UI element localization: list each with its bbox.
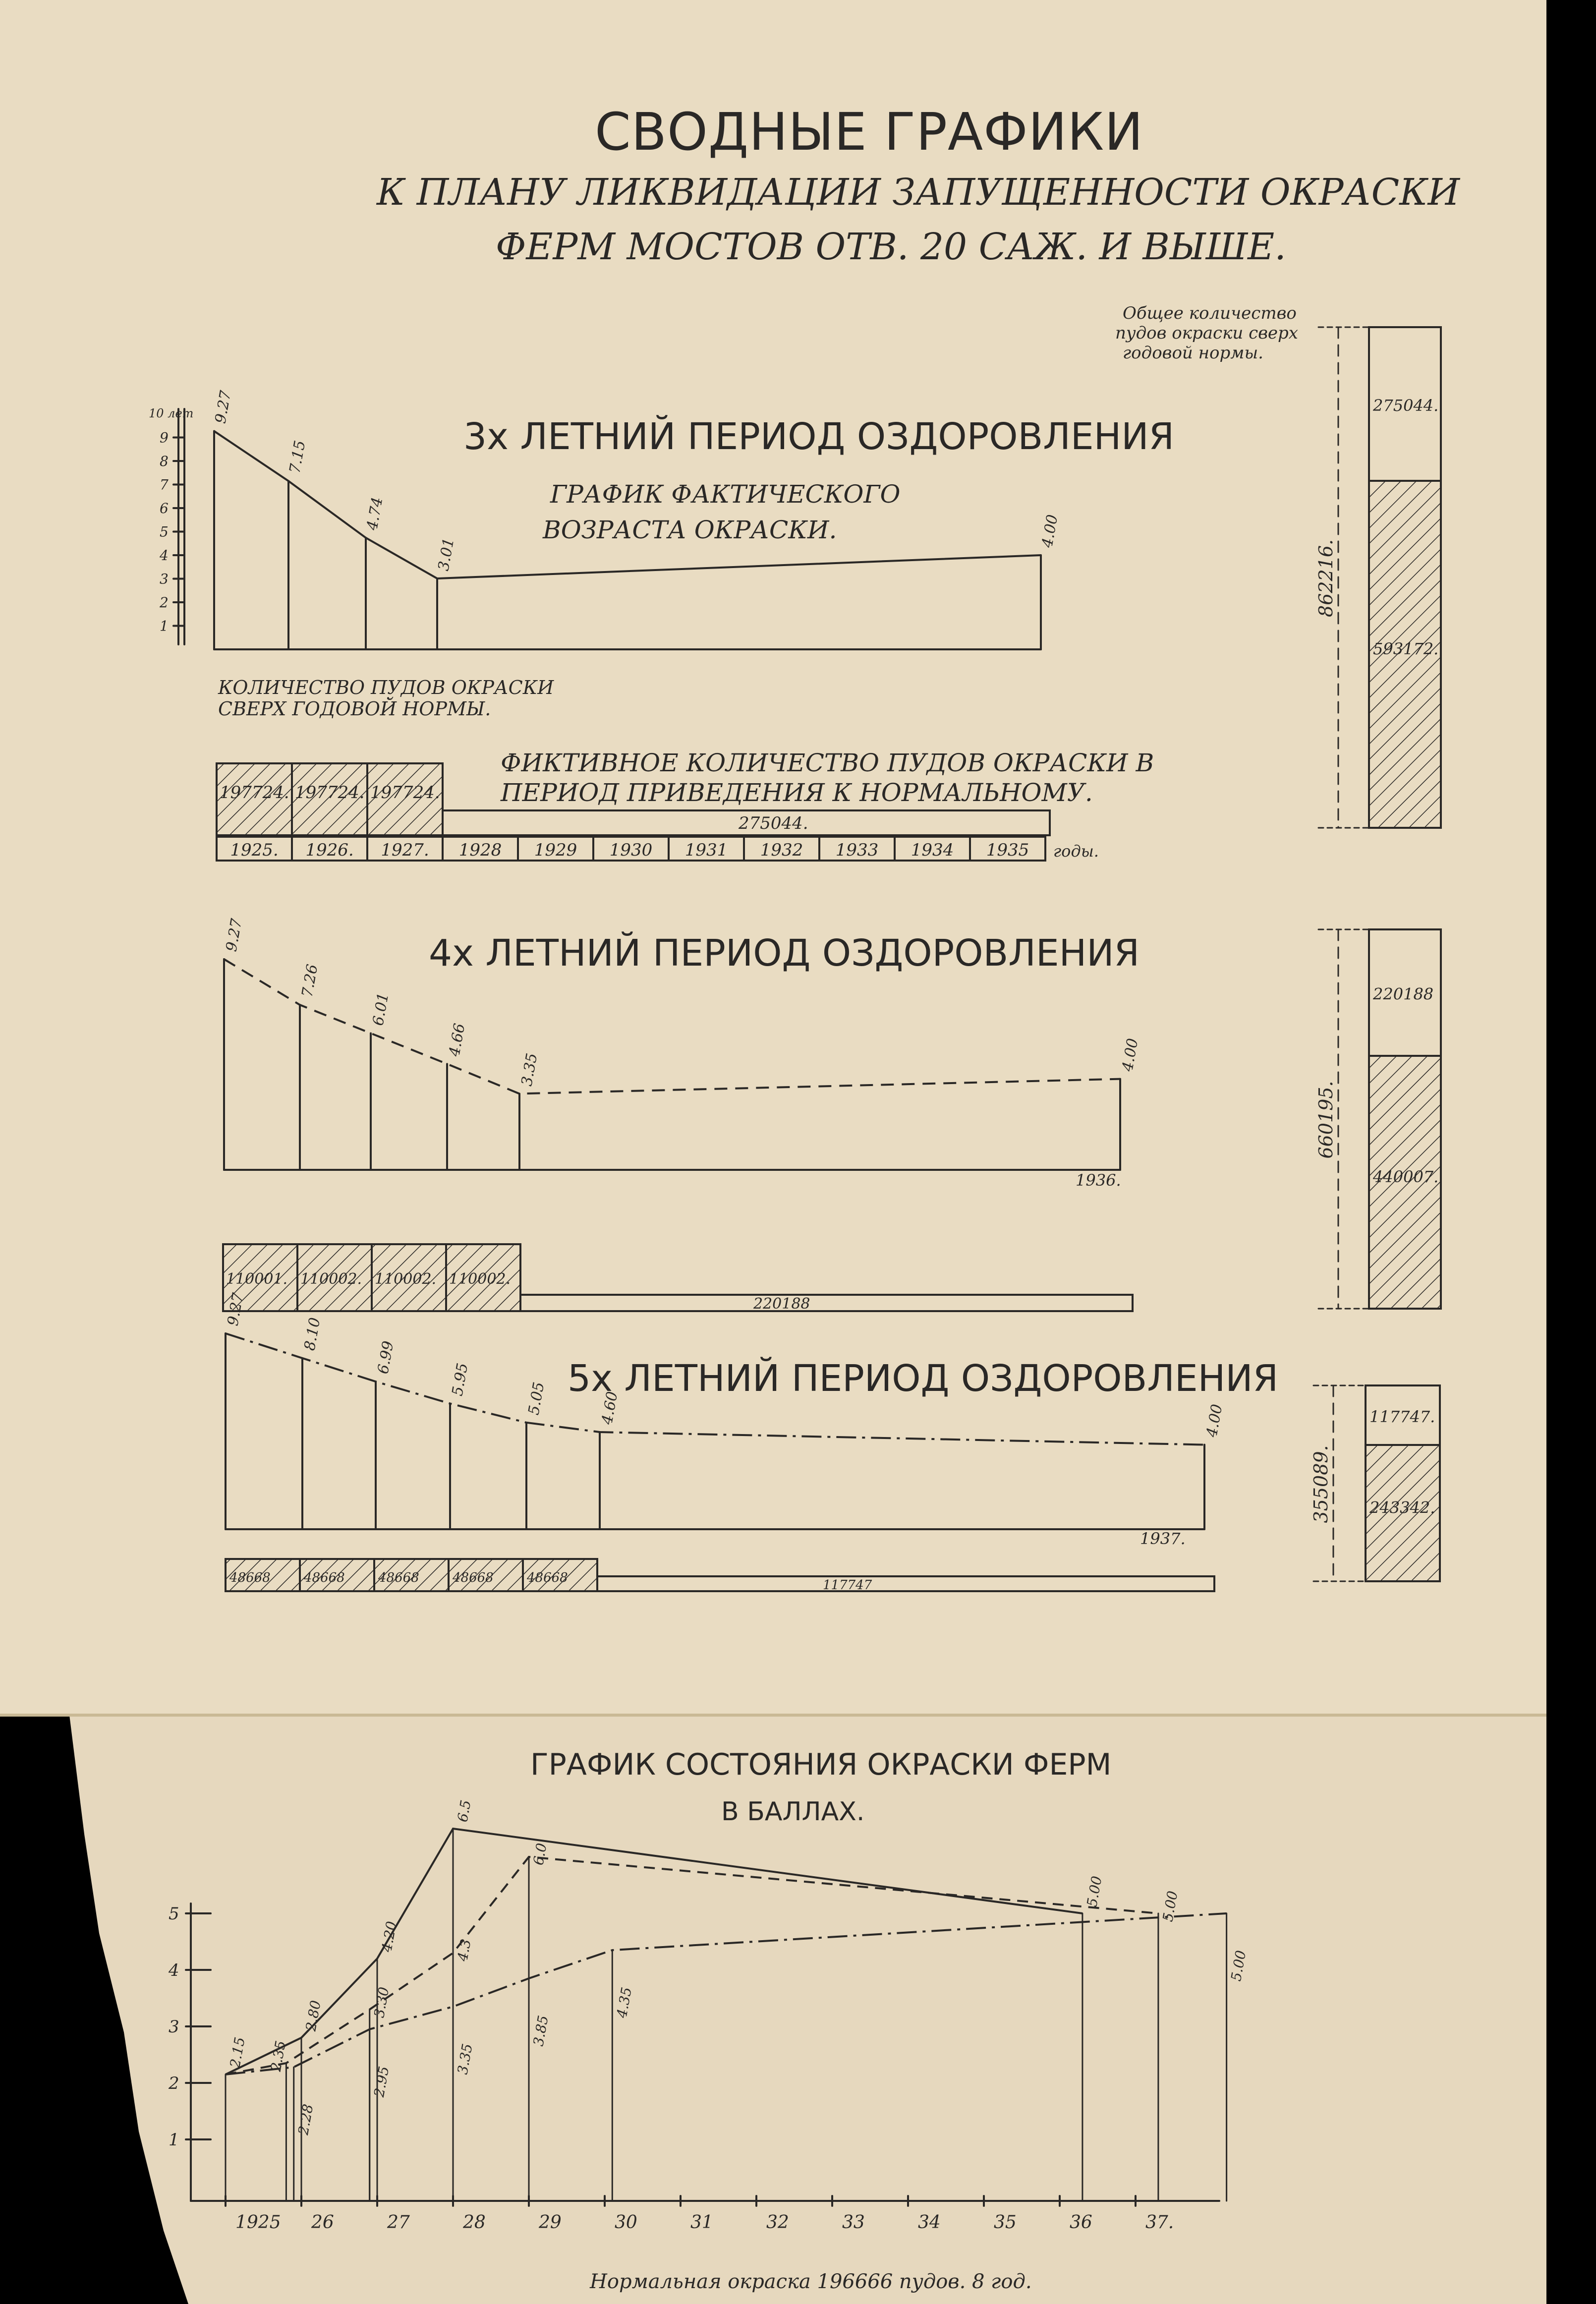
state-value-label: 4.20 — [378, 1920, 400, 1954]
excess-bar-label: 197724. — [295, 783, 365, 803]
years-word: годы. — [1053, 842, 1099, 861]
value-label: 8.10 — [301, 1316, 324, 1352]
x-tick-label: 33 — [842, 2212, 865, 2233]
year-label: 1932 — [760, 840, 803, 860]
fictive-label: 117747 — [823, 1578, 872, 1593]
side-note-2: пудов окраски сверх — [1115, 323, 1298, 343]
year-label: 1931 — [684, 840, 728, 860]
stack-label: 243342. — [1369, 1498, 1435, 1517]
state-value-label: 6.5 — [454, 1798, 474, 1824]
stack-label: 117747. — [1369, 1407, 1435, 1426]
end-year-label: 1937. — [1140, 1529, 1186, 1548]
fict-caption-1: ФИКТИВНОЕ КОЛИЧЕСТВО ПУДОВ ОКРАСКИ В — [501, 749, 1154, 777]
age-caption-1: ГРАФИК ФАКТИЧЕСКОГО — [550, 480, 901, 509]
age-value-label: 4.00 — [1038, 513, 1062, 549]
excess-bar-label: 110002. — [300, 1270, 362, 1288]
value-label: 3.35 — [518, 1051, 541, 1088]
state-footer: Нормальная окраска 196666 пудов. 8 год. — [590, 2270, 1032, 2293]
excess-caption-2: СВЕРХ ГОДОВОЙ НОРМЫ. — [218, 698, 491, 720]
state-value-label: 5.00 — [1159, 1890, 1181, 1923]
excess-bar-label: 48668 — [453, 1570, 494, 1585]
page-subtitle-2: ФЕРМ МОСТОВ ОТВ. 20 САЖ. И ВЫШЕ. — [496, 226, 1286, 268]
page-subtitle-1: К ПЛАНУ ЛИКВИДАЦИИ ЗАПУЩЕННОСТИ ОКРАСКИ — [377, 171, 1460, 214]
year-label: 1935 — [986, 840, 1029, 860]
y-tick-label: 9 — [160, 429, 169, 446]
y-tick-label: 4 — [169, 1960, 179, 1980]
x-tick-label: 30 — [615, 2212, 637, 2233]
year-label: 1926. — [305, 840, 354, 860]
x-tick-label: 34 — [918, 2212, 941, 2233]
excess-bar-label: 197724. — [370, 783, 440, 803]
y-tick-label: 6 — [160, 500, 169, 517]
y-tick-label: 3 — [160, 571, 169, 587]
x-tick-label: 29 — [539, 2212, 562, 2233]
y-axis-unit: 10 лет — [149, 406, 194, 420]
year-label: 1930 — [609, 840, 653, 860]
x-tick-label: 36 — [1070, 2212, 1092, 2233]
excess-caption-1: КОЛИЧЕСТВО ПУДОВ ОКРАСКИ — [218, 677, 554, 698]
value-label: 4.00 — [1203, 1403, 1226, 1439]
year-label: 1928 — [458, 840, 502, 860]
x-tick-label: 26 — [311, 2212, 334, 2233]
value-label: 9.27 — [224, 1291, 247, 1327]
value-label: 4.00 — [1119, 1037, 1142, 1073]
y-tick-label: 7 — [160, 476, 169, 493]
year-label: 1925. — [230, 840, 279, 860]
value-label: 4.66 — [446, 1022, 469, 1058]
age-value-label: 3.01 — [435, 536, 458, 573]
y-tick-label: 5 — [160, 523, 169, 540]
y-tick-label: 2 — [169, 2074, 179, 2093]
state-value-label: 6.0 — [530, 1842, 550, 1867]
state-value-label: 2.15 — [227, 2035, 248, 2070]
page-title: СВОДНЫЕ ГРАФИКИ — [595, 102, 1144, 162]
fictive-label: 275044. — [739, 813, 808, 833]
excess-bar-label: 48668 — [527, 1570, 568, 1585]
y-tick-label: 3 — [169, 2017, 179, 2037]
x-tick-label: 32 — [766, 2212, 789, 2233]
x-tick-label: 28 — [463, 2212, 486, 2233]
end-year-label: 1936. — [1076, 1171, 1121, 1190]
stack-label: 440007. — [1373, 1167, 1439, 1186]
state-value-label: 2.80 — [302, 1999, 324, 2033]
y-tick-label: 8 — [160, 453, 169, 469]
y-tick-label: 5 — [169, 1904, 179, 1924]
excess-bar-label: 110002. — [449, 1270, 511, 1288]
fict-caption-2: ПЕРИОД ПРИВЕДЕНИЯ К НОРМАЛЬНОМУ. — [501, 778, 1093, 807]
state-value-label: 3.30 — [371, 1985, 393, 2019]
total-label: 862216. — [1315, 539, 1337, 617]
excess-bar-label: 48668 — [229, 1570, 271, 1585]
x-tick-label: 27 — [387, 2212, 410, 2233]
stack-label: 593172. — [1373, 639, 1439, 658]
state-title-2: В БАЛЛАХ. — [721, 1797, 865, 1827]
y-tick-label: 4 — [160, 547, 169, 564]
age-value-label: 9.27 — [212, 389, 235, 425]
state-value-label: 3.35 — [454, 2042, 476, 2076]
state-value-label: 4.35 — [613, 1986, 635, 2019]
value-label: 7.26 — [298, 963, 322, 999]
age-caption-2: ВОЗРАСТА ОКРАСКИ. — [543, 516, 837, 544]
fictive-label: 220188 — [753, 1295, 810, 1313]
y-tick-label: 1 — [160, 618, 169, 634]
stack-label: 275044. — [1373, 396, 1439, 415]
state-value-label: 3.85 — [530, 2014, 552, 2048]
period-3-title: 3х ЛЕТНИЙ ПЕРИОД ОЗДОРОВЛЕНИЯ — [463, 415, 1175, 458]
period-4-title: 4х ЛЕТНИЙ ПЕРИОД ОЗДОРОВЛЕНИЯ — [429, 932, 1140, 975]
value-label: 9.27 — [223, 917, 246, 953]
year-label: 1929 — [534, 840, 577, 860]
total-label: 660195. — [1315, 1081, 1337, 1159]
stack-label: 220188 — [1373, 984, 1434, 1004]
x-tick-label: 35 — [994, 2212, 1017, 2233]
year-label: 1927. — [381, 840, 429, 860]
side-note-3: годовой нормы. — [1123, 343, 1263, 363]
side-note-1: Общее количество — [1123, 303, 1297, 323]
excess-bar-label: 110002. — [375, 1270, 437, 1288]
value-label: 6.01 — [369, 991, 393, 1027]
age-value-label: 7.15 — [286, 439, 309, 475]
y-tick-label: 1 — [169, 2130, 179, 2150]
value-label: 4.60 — [598, 1390, 622, 1426]
excess-bar-label: 110001. — [226, 1270, 288, 1288]
value-label: 5.95 — [449, 1361, 472, 1397]
state-value-label: 5.00 — [1083, 1875, 1105, 1908]
total-label: 355089. — [1310, 1445, 1332, 1523]
y-tick-label: 2 — [160, 594, 169, 611]
year-label: 1933 — [835, 840, 879, 860]
year-label: 1934 — [911, 840, 954, 860]
x-tick-label: 1925 — [235, 2212, 281, 2233]
state-value-label: 2.28 — [295, 2103, 317, 2136]
value-label: 5.05 — [525, 1381, 548, 1417]
period-5-title: 5х ЛЕТНИЙ ПЕРИОД ОЗДОРОВЛЕНИЯ — [568, 1357, 1279, 1400]
state-value-label: 4.3 — [454, 1938, 474, 1963]
state-title-1: ГРАФИК СОСТОЯНИЯ ОКРАСКИ ФЕРМ — [530, 1747, 1112, 1782]
age-value-label: 4.74 — [363, 496, 387, 532]
excess-bar-label: 197724. — [220, 783, 289, 803]
x-tick-label: 31 — [690, 2212, 713, 2233]
state-value-label: 2.95 — [371, 2065, 393, 2098]
state-value-label: 2.35 — [267, 2039, 289, 2073]
x-tick-label: 37. — [1145, 2212, 1174, 2233]
state-value-label: 5.00 — [1227, 1949, 1250, 1983]
excess-bar-label: 48668 — [304, 1570, 345, 1585]
value-label: 6.99 — [374, 1339, 398, 1376]
excess-bar-label: 48668 — [378, 1570, 419, 1585]
